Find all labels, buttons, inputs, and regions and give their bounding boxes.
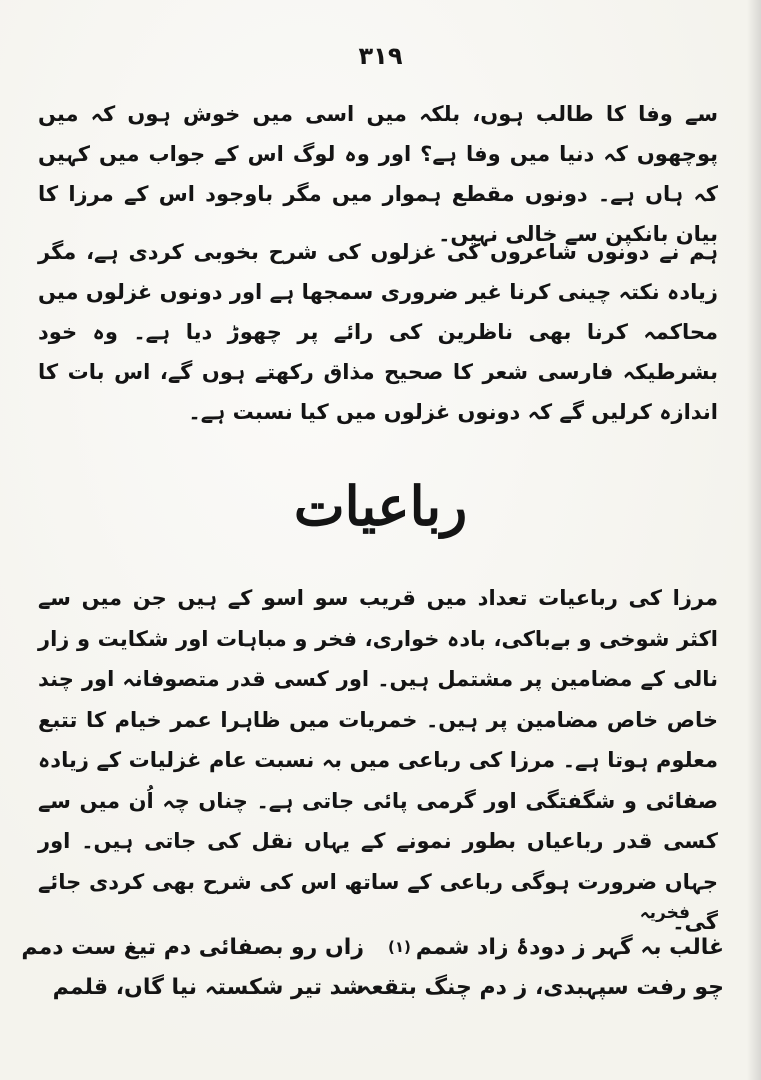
paragraph-ghazal-comparison-end: سے وفا کا طالب ہوں، بلکہ میں اسی میں خوش ہوں کہ میں پوچھوں کہ دنیا میں وفا ہے؟ اور وہ لوگ اس کے جواب میں کہیں کہ ہاں ہے۔ دونوں مقطع ہموار میں مگر باوجود اس کے مرزا کا بیان بانکپن سے خالی نہیں۔	[38, 102, 718, 246]
rubai-verse	[21, 928, 724, 968]
verse-number: (۱)	[388, 938, 411, 956]
page-number: ۳۱۹	[358, 42, 403, 70]
page-edge-shadow	[747, 0, 761, 1080]
verse-first-hemistich: غالب بہ گہر ز دودۂ زاد شمم	[415, 935, 724, 960]
subheading-fakhriya: فخریہ	[639, 903, 690, 923]
verse-second-hemistich: شد تیر شکستہ نیا گاں، قلمم	[52, 975, 364, 1000]
paragraph-ghazal-conclusion: ہم نے دونوں شاعروں کی غزلوں کی شرح بخوبی کردی ہے، مگر زیادہ نکتہ چینی کرنا غیر ضروری سمجھا ہے اور دونوں غزلوں میں محاکمہ کرنا بھی ناظرین کی رائے پر چھوڑ دیا ہے۔ وہ خود بشرطیکہ فارسی شعر کا صحیح مذاق رکھتے ہوں گے، اس بات کا اندازہ کرلیں گے کہ دونوں غزلوں میں کیا نسبت ہے۔	[38, 240, 718, 424]
verse-first-hemistich: چو رفت سپہبدی، ز دم چنگ بتقعہ	[358, 975, 724, 1000]
rubai-verse	[44, 968, 724, 1008]
section-heading-rubaiyat: رباعیات	[293, 474, 468, 538]
verse-second-hemistich: زاں رو بصفائی دم تیغ ست دمم	[21, 935, 364, 960]
paragraph-rubaiyat-intro: مرزا کی رباعیات تعداد میں قریب سو اسو کے ہیں جن میں سے اکثر شوخی و بےباکی، بادہ خواری، فخر و مباہات اور شکایت و زار نالی کے مضامین پر مشتمل ہیں۔ اور کسی قدر متصوفانہ اور چند خاص خاص مضامین پر ہیں۔ خمریات میں ظاہرا عمر خیام کا تتبع معلوم ہوتا ہے۔ مرزا کی رباعی میں بہ نسبت عام غزلیات کے زیادہ صفائی و شگفتگی اور گرمی پائی جاتی ہے۔ چناں چہ اُن میں سے کسی قدر رباعیاں بطور نمونے کے یہاں نقل کی جاتی ہیں۔ اور جہاں ضرورت ہوگی رباعی کے ساتھ اس کی شرح بھی کردی جائے گی۔	[38, 586, 718, 934]
